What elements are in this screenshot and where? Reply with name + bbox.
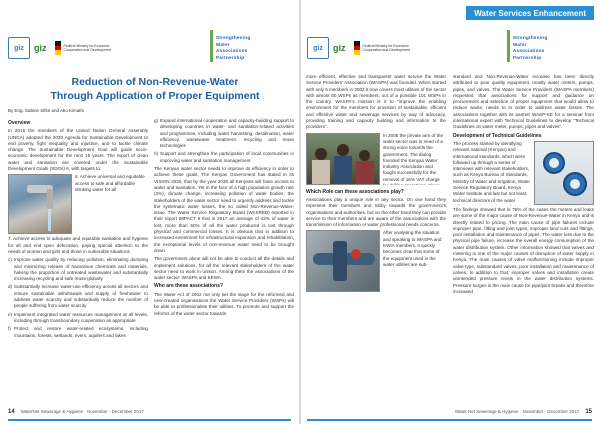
section-banner: Water Services Enhancement bbox=[466, 6, 594, 20]
swap-logo bbox=[210, 28, 290, 68]
footer-text: Water Net Sewerage & Hygiene · November - December 2017 bbox=[454, 409, 580, 414]
people-photo bbox=[306, 133, 380, 185]
left-column-1 bbox=[8, 118, 148, 408]
giz-logo-mark: giz bbox=[307, 37, 329, 59]
left-footer-rule bbox=[8, 419, 291, 421]
left-header-logos bbox=[8, 28, 112, 68]
left-footer bbox=[8, 407, 144, 416]
right-footer bbox=[455, 407, 592, 416]
pipe-equipment-photo bbox=[306, 230, 380, 292]
left-column-2 bbox=[154, 118, 294, 408]
list-item: f) Protect and restore water-related ecosystems, including mountains, forests, wetlands, rivers, aquifers and lakes bbox=[8, 326, 148, 339]
sdg-target-6-2: 7. Achieve access to adequate and equitable sanitation and hygiene for all and end open defecation, paying special attention to the needs of women and girls and those in vulnerable situations bbox=[8, 236, 148, 254]
bmz-logo-text: Federal Ministry for Economic Cooperation and Development bbox=[362, 43, 410, 52]
section-heading: Development of Technical Guidelines bbox=[453, 132, 542, 139]
giz-logo-text: giz bbox=[34, 43, 47, 53]
right-header-logos bbox=[307, 28, 411, 68]
sdg-target-list bbox=[8, 257, 148, 339]
left-page bbox=[0, 0, 299, 424]
page-number: 14 bbox=[8, 408, 15, 415]
body-paragraph: Associations play a unique role in any sector. On one hand they represent their members and lobby towards the government's organisations and authorities, but on the other hand they can provide service to their members and are aware of the associations with the transmission of information or water professional needs concerns. bbox=[306, 196, 446, 228]
swap-logo bbox=[507, 28, 595, 68]
right-footer-rule bbox=[307, 419, 592, 421]
list-item: g) Expand international cooperation and capacity-building support to developing countries in water- and sanitation-related activities and programmes, including water harvesting, desalination, water efficiency, wastewater treatment, recycling and reuse technologies bbox=[154, 118, 294, 149]
overview-heading: Overview bbox=[8, 120, 31, 126]
giz-logo-mark: giz bbox=[8, 37, 30, 59]
tap-photo bbox=[8, 174, 72, 234]
body-paragraph: The Kenyan water sector needs to improve its efficiency in order to achieve these goals. The Kenyan Government has stated in its VISION 2030, that by the year 2030 all Kenyans will have access to water and sanitation. Yet in the face of a high population growth rate (3%), climate change, increasing pollution of water bodies, the stakeholders of the water sector need to urgently address and tackle the systematic water losses, the so called Non-Revenue-Water-issue. The Water Service Regulatory Board (WASREB) reported in their report IMPACT 9 that in 2017 an average of 42% of water is lost, more than 50% of all the water produced is lost through physical and commercial losses. It is obvious that in addition to increased investment for infrastructural expansion and rehabilitation, the exceptional levels of non-revenue water need to be brought down. bbox=[154, 166, 294, 253]
body-paragraph: The process started by identifying relevant national (Kenyan) and international standards, which were followed up through a series of interviews with relevant stakeholders, such as Kenya Bureau of Standards, Ministry of Water and Irrigation, Water Service Regulatory Board, Kenya Water Institute and last but not least, technical directors of the water bbox=[453, 140, 531, 203]
swap-logo-text: Strengthening Water Associations Partnership bbox=[513, 35, 548, 60]
swap-logo-text: Strengthening Water Associations Partnership bbox=[216, 35, 251, 60]
footer-text: WaterNet Sewerage & Hygiene · November - December 2017 bbox=[20, 409, 144, 414]
body-paragraph: more efficient, effective and transparent water service the Water Service Providers' Association (WASPA) was founded. When started with only 5 members in 2002 it now covers most utilities of the sector with almost 60 WSPs as members, out of a possible 101 WSPs in the country. WASPA's mission is it to "improve the enabling environment for the members for provision of sustainable, efficient and effective water and sewerage services by way of advocacy, providing training and capacity building and information to the providers". bbox=[306, 74, 446, 130]
giz-logo-text: giz bbox=[333, 43, 346, 53]
sdg-target-6-1: 6. Achieve universal and equitable access to safe and affordable drinking water for all bbox=[75, 174, 145, 192]
swap-logo-bar bbox=[507, 30, 510, 62]
bmz-logo bbox=[354, 41, 411, 55]
list-item: e) Implement integrated water resources management at all levels, including through transboundary cooperation as appropriate bbox=[8, 312, 148, 325]
section-heading: Who are these associations? bbox=[154, 283, 223, 290]
body-paragraph: The government alone will not be able to conduct all the details and implement solutions, for all the relevant stakeholders of the water sector need to work in unison. Among them the associations of the water sector: WASPA and KEWA. bbox=[154, 256, 294, 281]
section-heading: Which Role can these associations play? bbox=[306, 188, 404, 195]
bmz-logo-text: Federal Ministry for Economic Cooperation and Development bbox=[63, 43, 111, 52]
article-byline: By Eng. Sabine Sifke and Ako Kimathi bbox=[8, 108, 85, 113]
body-paragraph: After analysing the situation and speaking to WASPA and KWIA members, it quickly becomes clear that some of the equipment used in the water utilities are sub- bbox=[383, 230, 442, 267]
overview-paragraph: In 2015 the members of the United Nation General Assembly (UNGA) adopted the 2030 Agenda for Sustainable Development to end poverty, fight inequality and injustice, and to tackle climate change. The Sustainable Development Goal will guide socio-economic development for the next 15 years. The report of clean water and sanitation are covered under the Sustainable Development Goals (SDGs) 6, with targets to: bbox=[8, 128, 148, 172]
body-paragraph: The findings showed that in 76% of the cases the meters and leaks are some of the major cause of Non-Revenue-Water in Kenya and is directly related to pricing. The main cause of pipe failures include improper pipe, fitting and joint types, improper land cuts and fittings, poor installation and maintenance of pipes. The water loss due to the physical pipe failure, increase the overall energy consumption of the water distribution system. Other information showed that valves and metering is one of the major causes of disruption of water supply in Kenya. The main causes of valve malfunctioning include improper valve type, substandard valves, poor installation and maintenance of valves. In addition to that, improper valves and installation create unintended pressure levels in the water distribution systems. Pressure surges is the main cause for pipe/joint breaks and therefore increased bbox=[453, 206, 594, 294]
right-page bbox=[301, 0, 600, 424]
water-meter-photo bbox=[534, 141, 594, 205]
list-item: d) Substantially increase water-use efficiency across all sectors and ensure sustainable withdrawals and supply of freshwater to address water scarcity and substantially reduce the number of people suffering from water scarcity bbox=[8, 284, 148, 309]
article-title: Reduction of Non-Revenue-Water Through Application of Proper Equipment bbox=[50, 76, 260, 102]
list-item: c) Improve water quality by reducing pollution, eliminating dumping and minimizing release of hazardous chemicals and materials, halving the proportion of untreated wastewater and substantially increasing recycling and safe reuse globally bbox=[8, 257, 148, 282]
page-number: 15 bbox=[585, 408, 592, 415]
sdg-target-list-continued bbox=[154, 118, 294, 164]
german-flag-icon bbox=[55, 41, 61, 55]
body-paragraph: The Water Act of 2002 not only set the stage for the reformed and new-created organisations the Water Service Providers (WSPs) will be able to professionalise their utilities. To promote and support the reforms of the water sector towards bbox=[154, 291, 294, 316]
body-paragraph: standard and Non-Revenue-Water increase has been directly attributed to poor quality equipment, mostly water meters, pumps, pipes, and valves. The Water Service Providers (WASPA members) requested that associations for support and guidance on procurement and selection of proper equipment that would allow to reduce waste, needs to in order to address water losses. The associations together with its partner WASP-KE for a seminar from international expert with Technical Guidelines to develop "Technical Guidelines on water meter, pumps, pipes and valves". bbox=[453, 74, 594, 130]
body-paragraph: In 2005 the private arm of the water sector was in need of a strong voice towards the government. The dialog founded the Kenyan Water Industry Association and fought successfully for the removal of 16% VAT charge bbox=[383, 132, 444, 182]
list-item: h) Support and strengthen the participation of local communities in improving water and sanitation management bbox=[154, 151, 294, 164]
swap-logo-bar bbox=[210, 30, 213, 62]
german-flag-icon bbox=[354, 41, 360, 55]
right-column-1 bbox=[306, 74, 446, 408]
right-column-2 bbox=[453, 74, 594, 408]
bmz-logo bbox=[55, 41, 112, 55]
